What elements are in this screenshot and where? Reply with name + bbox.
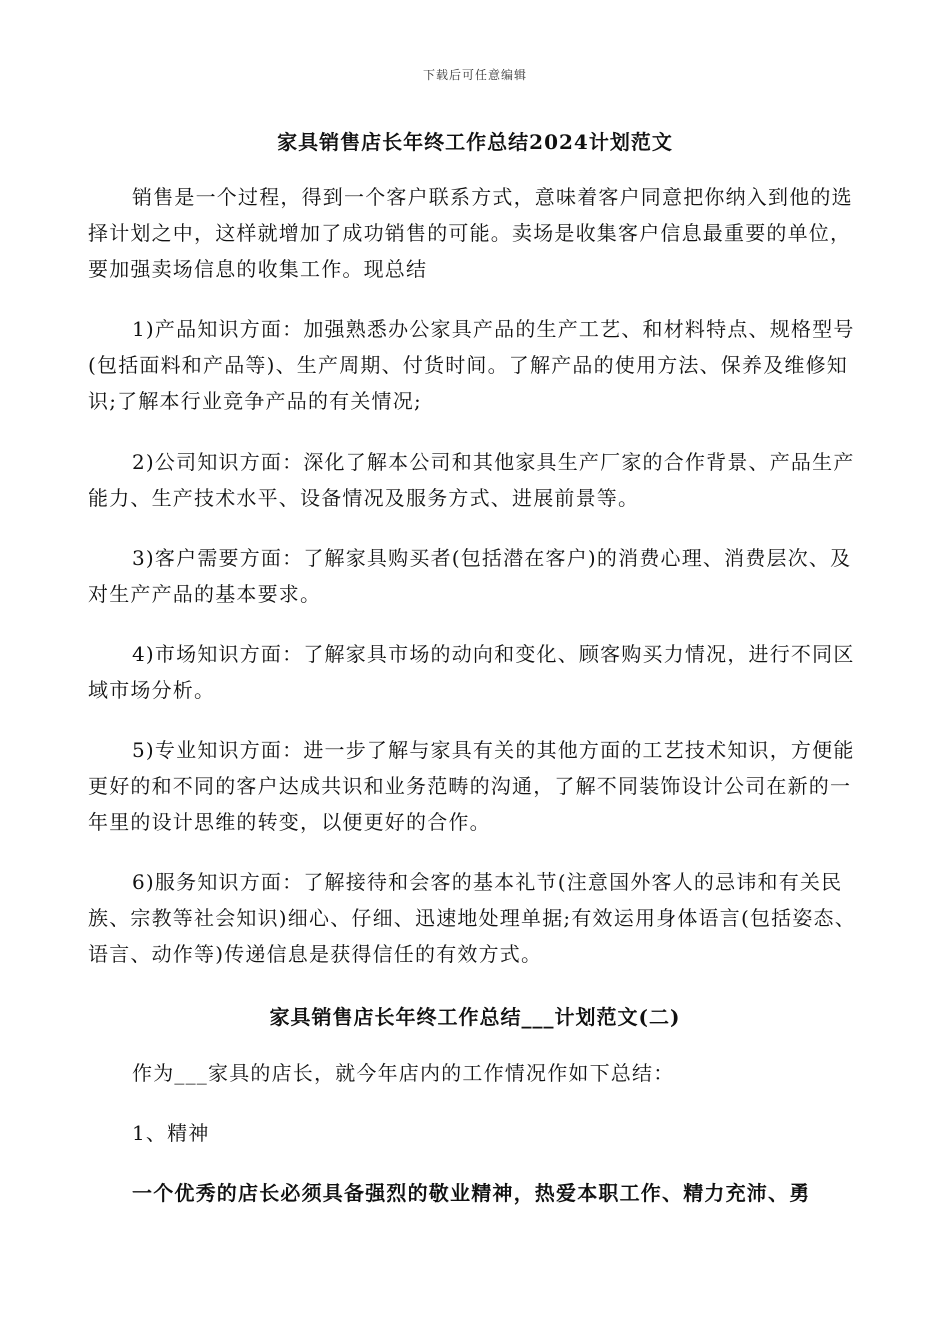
- section-2-heading: 1、精神: [132, 1121, 210, 1145]
- header-note: 下载后可任意编辑: [422, 68, 527, 82]
- item-service-knowledge: 6)服务知识方面：了解接待和会客的基本礼节(注意国外客人的忌讳和有关民族、宗教等社会知识)细心、仔细、迅速地处理单据;有效运用身体语言(包括姿态、语言、动作等)传递信息是获得信任的有效方式。: [88, 870, 856, 966]
- item-market-knowledge: 4)市场知识方面：了解家具市场的动向和变化、顾客购买力情况，进行不同区域市场分析。: [88, 642, 855, 702]
- section-2-title: 家具销售店长年终工作总结___计划范文(二): [269, 1005, 681, 1029]
- item-company-knowledge: 2)公司知识方面：深化了解本公司和其他家具生产厂家的合作背景、产品生产能力、生产技术水平、设备情况及服务方式、进展前景等。: [88, 450, 855, 510]
- item-professional-knowledge: 5)专业知识方面：进一步了解与家具有关的其他方面的工艺技术知识，方便能更好的和不同的客户达成共识和业务范畴的沟通，了解不同装饰设计公司在新的一年里的设计思维的转变，以便更好的合作。: [88, 738, 855, 834]
- document-title: 家具销售店长年终工作总结2024计划范文: [277, 130, 673, 154]
- section-2-bold-paragraph: 一个优秀的店长必须具备强烈的敬业精神，热爱本职工作、精力充沛、勇: [132, 1181, 811, 1205]
- item-product-knowledge: 1)产品知识方面：加强熟悉办公家具产品的生产工艺、和材料特点、规格型号(包括面料和产品等)、生产周期、付货时间。了解产品的使用方法、保养及维修知识;了解本行业竞争产品的有关情况;: [88, 317, 855, 413]
- item-customer-needs: 3)客户需要方面：了解家具购买者(包括潜在客户)的消费心理、消费层次、及对生产产品的基本要求。: [88, 546, 852, 606]
- intro-paragraph: 销售是一个过程，得到一个客户联系方式，意味着客户同意把你纳入到他的选择计划之中，这样就增加了成功销售的可能。卖场是收集客户信息最重要的单位，要加强卖场信息的收集工作。现总结: [88, 185, 853, 281]
- section-2-intro: 作为___家具的店长，就今年店内的工作情况作如下总结：: [132, 1061, 675, 1085]
